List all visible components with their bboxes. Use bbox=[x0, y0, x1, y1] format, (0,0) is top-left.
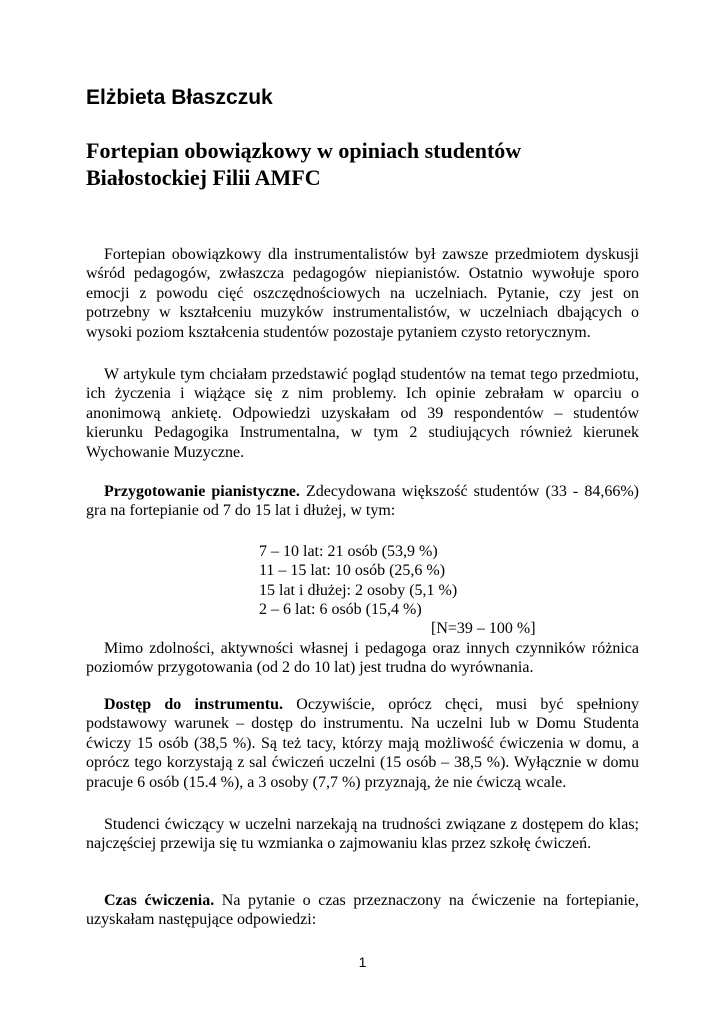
preparation-after-paragraph: Mimo zdolności, aktywności własnej i pedagoga oraz innych czynników różnica poziomów przygotowania (od 2 do 10 lat) jest trudna do wyrównania. bbox=[86, 640, 639, 677]
intro-paragraph-2: W artykule tym chciałam przedstawić pogląd studentów na temat tego przedmiotu, ich życzenia i wiążące się z nim problemy. Ich opinie zebrałam w oparciu o anonimową ankietę. Odpowiedzi uzyskałam od 39 respondentów – studentów kierunku Pedagogika Instrumentalna, w tym 2 studiujących również kierunek Wychowanie Muzyczne. bbox=[86, 366, 639, 461]
list-item: 2 – 6 lat: 6 osób (15,4 %) bbox=[259, 601, 422, 619]
author-name: Elżbieta Błaszczuk bbox=[86, 86, 273, 109]
access-paragraph bbox=[86, 695, 639, 792]
preparation-list bbox=[259, 542, 457, 620]
list-item: 7 – 10 lat: 21 osób (53,9 %) bbox=[259, 543, 438, 560]
time-heading: Czas ćwiczenia. bbox=[104, 892, 215, 909]
access-text: Oczywiście, oprócz chęci, musi być spełniony podstawowy warunek – dostęp do instrumentu. Na uczelni lub w Domu Studenta ćwiczy 15 osób (38,5 %). Są też tacy, którzy mają możliwość ćwiczenia w domu, a oprócz tego korzystają z sal ćwiczeń uczelni (15 osób – 38,5 %). Wyłącznie w domu pracuje 6 osób (15.4 %), a 3 osoby (7,7 %) przyznają, że nie ćwiczą wcale. bbox=[86, 696, 639, 791]
time-text: Na pytanie o czas przeznaczony na ćwiczenie na fortepianie, uzyskałam następujące odpowiedzi: bbox=[86, 892, 639, 929]
title-line-2: Białostockiej Filii AMFC bbox=[86, 165, 321, 190]
preparation-total: [N=39 – 100 %] bbox=[431, 620, 536, 637]
time-paragraph bbox=[86, 891, 639, 930]
title-line-1: Fortepian obowiązkowy w opiniach studentów bbox=[86, 138, 522, 163]
preparation-text: Zdecydowana większość studentów (33 - 84,66%) gra na fortepianie od 7 do 15 lat i dłużej, w tym: bbox=[86, 483, 640, 520]
article-title bbox=[86, 137, 646, 191]
access-after-paragraph: Studenci ćwiczący w uczelni narzekają na trudności związane z dostępem do klas; najczęściej przewija się tu wzmianka o zajmowaniu klas przez szkołę ćwiczeń. bbox=[86, 816, 639, 853]
list-item: 15 lat i dłużej: 2 osoby (5,1 %) bbox=[259, 581, 458, 599]
preparation-heading: Przygotowanie pianistyczne. bbox=[104, 483, 300, 500]
page-number: 1 bbox=[358, 954, 367, 970]
intro-paragraph-1: Fortepian obowiązkowy dla instrumentalistów był zawsze przedmiotem dyskusji wśród pedagogów, zwłaszcza pedagogów niepianistów. Ostatnio wywołuje sporo emocji z powodu cięć oszczędnościowych na uczelniach. Pytanie, czy jest on potrzebny w kształceniu muzyków instrumentalistów, w uczelniach dbających o wysoki poziom kształcenia studentów pozostaje pytaniem czysto retorycznym. bbox=[86, 246, 639, 341]
list-item: 11 – 15 lat: 10 osób (25,6 %) bbox=[259, 562, 446, 580]
access-heading: Dostęp do instrumentu. bbox=[104, 696, 284, 713]
preparation-paragraph bbox=[86, 482, 639, 521]
